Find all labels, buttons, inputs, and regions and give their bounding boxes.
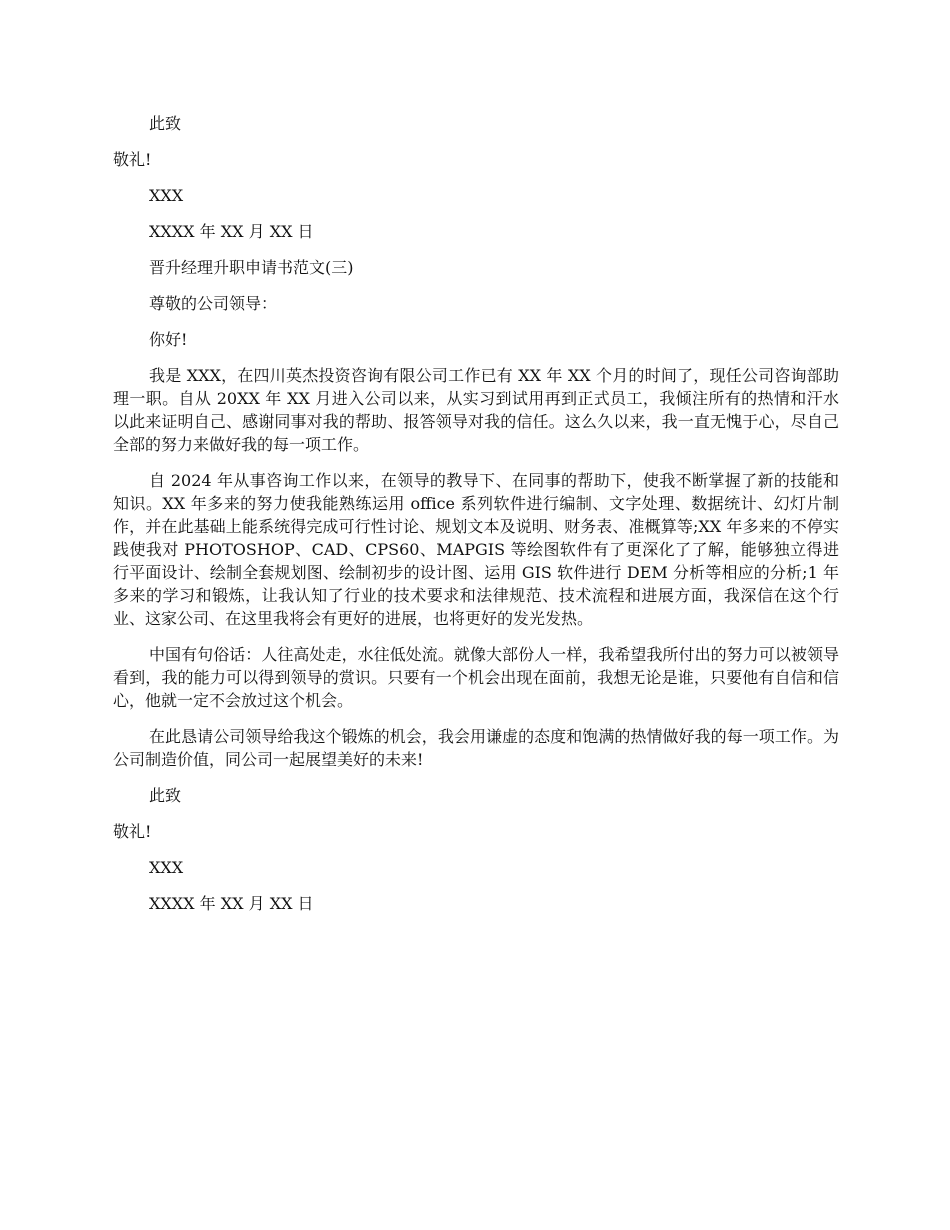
paragraph-skills: 自 2024 年从事咨询工作以来，在领导的教导下、在同事的帮助下，使我不断掌握了新的技能和知识。XX 年多来的努力使我能熟练运用 office 系列软件进行编制、文字处理、数据统计、幻灯片制作，并在此基础上能系统得完成可行性讨论、规划文本及说明、财务表、准概算等;XX 年多来的不停实践使我对 PHOTOSHOP、CAD、CPS60、MAPGIS 等绘图软件有了更深化了了解，能够独立得进行平面设计、绘制全套规划图、绘制初步的设计图、运用 GIS 软件进行 DEM 分析等相应的分析;1 年多来的学习和锻炼，让我认知了行业的技术要求和法律规范、技术流程和进展方面，我深信在这个行业、这家公司、在这里我将会有更好的进展，也将更好的发光发热。 — [113, 471, 839, 628]
paragraph-aspiration: 中国有句俗话：人往高处走，水往低处流。就像大部份人一样，我希望我所付出的努力可以被领导看到，我的能力可以得到领导的赏识。只要有一个机会出现在面前，我想无论是谁，只要他有自信和信心，他就一定不会放过这个机会。 — [113, 645, 839, 710]
salute-line-2: 敬礼! — [113, 822, 152, 841]
greeting-address: 尊敬的公司领导： — [149, 294, 278, 313]
signer-name: XXX — [149, 186, 184, 205]
signature-date: XXXX 年 XX 月 XX 日 — [149, 222, 314, 241]
paragraph-request: 在此恳请公司领导给我这个锻炼的机会，我会用谦虚的态度和饱满的热情做好我的每一项工作。为公司制造价值，同公司一起展望美好的未来! — [113, 727, 839, 769]
section-title: 晋升经理升职申请书范文(三) — [149, 258, 354, 277]
closing-line: 此致 — [149, 114, 182, 133]
paragraph-intro: 我是 XXX，在四川英杰投资咨询有限公司工作已有 XX 年 XX 个月的时间了，现任公司咨询部助理一职。自从 20XX 年 XX 月进入公司以来，从实习到试用再到正式员工，我倾注所有的热情和汗水以此来证明自己、感谢同事对我的帮助、报答领导对我的信任。这么久以来，我一直无愧于心，尽自己全部的努力来做好我的每一项工作。 — [113, 366, 839, 454]
closing-line-2: 此致 — [149, 786, 182, 805]
salute-line: 敬礼! — [113, 150, 152, 169]
greeting-hello: 你好! — [149, 330, 188, 349]
signer-name-2: XXX — [149, 858, 184, 877]
signature-date-2: XXXX 年 XX 月 XX 日 — [149, 894, 314, 913]
letter-body — [113, 112, 839, 928]
